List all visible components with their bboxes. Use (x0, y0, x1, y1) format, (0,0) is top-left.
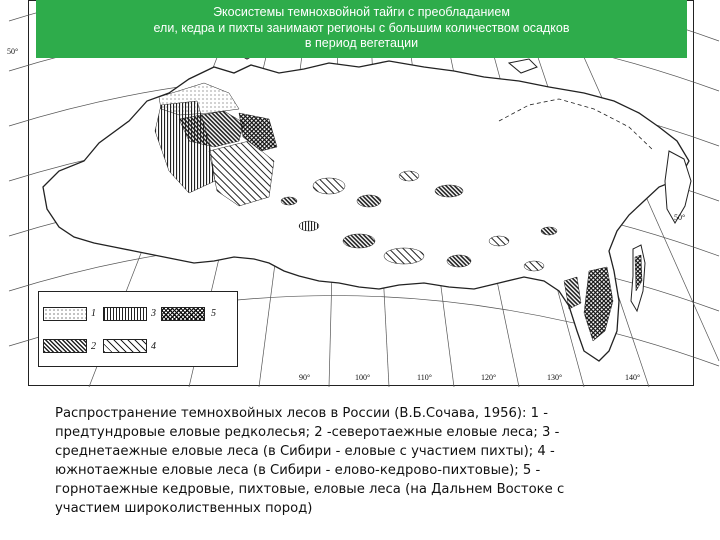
lon-label-90: 90° (299, 373, 311, 382)
legend-swatch-1 (43, 307, 87, 321)
legend-num-5: 5 (211, 308, 216, 319)
lon-label-140: 140° (625, 373, 641, 382)
lat-label-left: 50° (7, 47, 19, 56)
lat-label-right: 50° (674, 213, 686, 222)
map-caption (55, 404, 635, 518)
legend-num-1: 1 (91, 308, 96, 319)
map-legend (38, 291, 238, 367)
island-novosibirsk (509, 59, 537, 73)
lon-label-110: 110° (417, 373, 432, 382)
legend-num-2: 2 (91, 341, 96, 352)
caption-line-4: южнотаежные еловые леса (в Сибири - елово-кедрово-пихтовые); 5 - (55, 463, 541, 478)
title-banner (36, 0, 687, 58)
lon-label-120: 120° (481, 373, 497, 382)
lon-label-130: 130° (547, 373, 563, 382)
lon-label-100: 100° (355, 373, 371, 382)
caption-line-3: среднетаежные еловые леса (в Сибири - еловые с участием пихты); 4 - (55, 444, 555, 459)
legend-num-4: 4 (151, 341, 156, 352)
legend-swatch-2 (43, 339, 87, 353)
legend-swatch-3 (103, 307, 147, 321)
banner-line-2: ели, кедра и пихты занимают регионы с большим количеством осадков (153, 20, 570, 35)
legend-swatch-4 (103, 339, 147, 353)
caption-line-1: Распространение темнохвойных лесов в России (В.Б.Сочава, 1956): 1 - (55, 406, 548, 421)
legend-num-3: 3 (151, 308, 156, 319)
caption-line-5: горнотаежные кедровые, пихтовые, еловые леса (на Дальнем Востоке с (55, 482, 565, 497)
legend-swatch-5 (161, 307, 205, 321)
banner-line-3: в период вегетации (304, 36, 419, 50)
caption-line-6: участием широколиственных пород) (55, 501, 313, 516)
caption-line-2: предтундровые еловые редколесья; 2 -северотаежные еловые леса; 3 - (55, 425, 560, 440)
banner-line-1: Экосистемы темнохвойной тайги с преобладанием (213, 5, 510, 19)
